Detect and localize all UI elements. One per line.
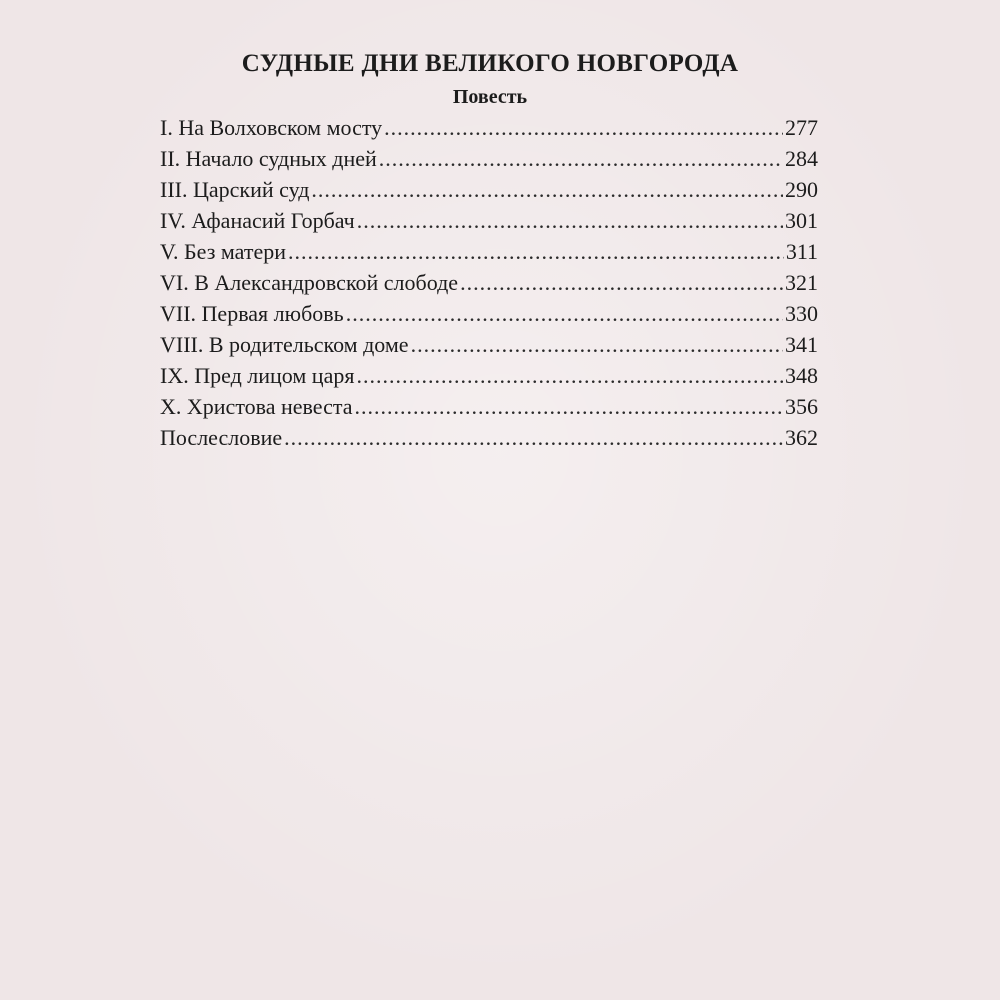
toc-entry-page: 311 xyxy=(785,239,818,264)
toc-entry-label: III. Царский суд xyxy=(160,177,310,202)
toc-entry xyxy=(160,267,818,298)
toc-entry-label: VII. Первая любовь xyxy=(160,301,344,326)
toc-entry-page: 277 xyxy=(785,115,818,140)
toc-entry xyxy=(160,174,818,205)
dot-leader xyxy=(284,422,783,453)
toc-entry xyxy=(160,205,818,236)
toc-entry-page: 348 xyxy=(785,363,818,388)
toc-entry-page: 362 xyxy=(785,425,818,450)
toc-entry xyxy=(160,236,818,267)
toc-entry-label: V. Без матери xyxy=(160,239,287,264)
toc-entry-label: VIII. В родительском доме xyxy=(160,332,409,357)
toc-entry-page: 356 xyxy=(785,394,818,419)
toc-entry xyxy=(160,143,818,174)
dot-leader xyxy=(288,236,784,267)
toc-entry xyxy=(160,329,818,360)
toc-entry xyxy=(160,422,818,453)
table-of-contents xyxy=(160,112,818,453)
toc-entry-label: IX. Пред лицом царя xyxy=(160,363,355,388)
toc-entry-page: 290 xyxy=(785,177,818,202)
dot-leader xyxy=(311,174,783,205)
toc-entry xyxy=(160,298,818,329)
dot-leader xyxy=(346,298,783,329)
dot-leader xyxy=(355,391,783,422)
dot-leader xyxy=(411,329,783,360)
toc-entry xyxy=(160,391,818,422)
dot-leader xyxy=(384,112,783,143)
toc-entry-label: X. Христова невеста xyxy=(160,394,353,419)
toc-entry-page: 341 xyxy=(785,332,818,357)
toc-entry-label: IV. Афанасий Горбач xyxy=(160,208,355,233)
toc-entry-label: II. Начало судных дней xyxy=(160,146,377,171)
toc-entry-page: 301 xyxy=(785,208,818,233)
toc-entry-page: 284 xyxy=(785,146,818,171)
dot-leader xyxy=(357,205,783,236)
toc-entry-page: 321 xyxy=(785,270,818,295)
dot-leader xyxy=(356,360,783,391)
dot-leader xyxy=(379,143,783,174)
toc-entry-label: Послесловие xyxy=(160,425,283,450)
dot-leader xyxy=(460,267,783,298)
section-title: СУДНЫЕ ДНИ ВЕЛИКОГО НОВГОРОДА xyxy=(241,50,739,77)
section-subtitle: Повесть xyxy=(452,86,528,108)
toc-entry-page: 330 xyxy=(785,301,818,326)
toc-entry xyxy=(160,112,818,143)
toc-entry-label: I. На Волховском мосту xyxy=(160,115,383,140)
toc-entry-label: VI. В Александровской слободе xyxy=(160,270,459,295)
toc-entry xyxy=(160,360,818,391)
